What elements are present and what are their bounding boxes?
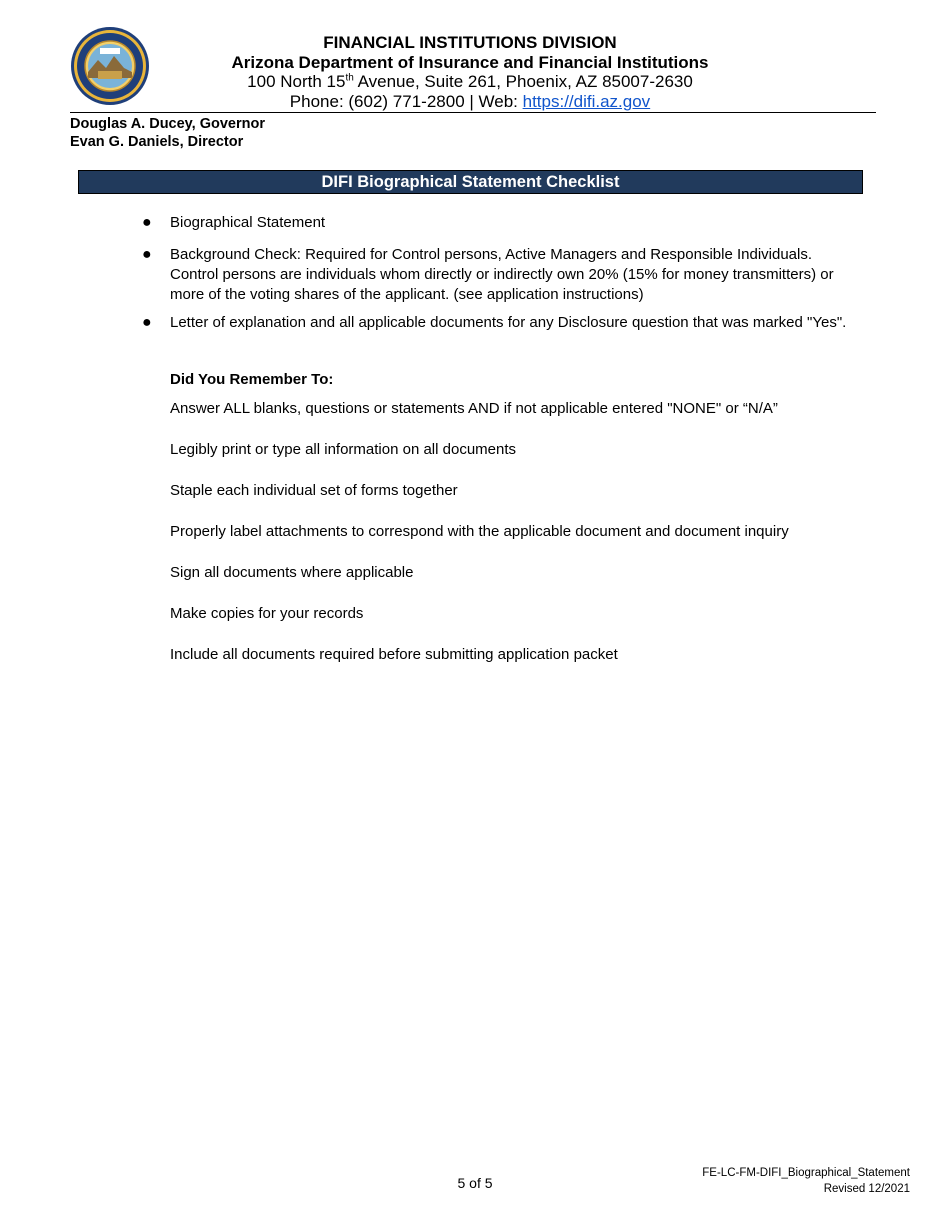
form-footer [702,1165,910,1197]
website-link[interactable]: https://difi.az.gov [522,91,651,111]
remember-item: Answer ALL blanks, questions or statements AND if not applicable entered "NONE" or “N/A” [170,400,778,417]
page-number: 5 of 5 [457,1175,493,1191]
remember-item: Legibly print or type all information on all documents [170,441,517,458]
remember-item: Make copies for your records [170,605,364,622]
form-id: FE-LC-FM-DIFI_Biographical_Statement [702,1167,910,1179]
checklist-bullets [140,213,860,340]
remember-item: Sign all documents where applicable [170,564,414,581]
bullet-item [140,311,860,334]
bullet-item [140,245,860,305]
remember-section [170,370,860,686]
header-divider [70,112,876,113]
contact-line [150,92,790,112]
revision-date: Revised 12/2021 [823,1183,910,1195]
bullet-item [140,213,860,233]
bullet-icon: ● [142,214,152,231]
remember-item: Include all documents required before submitting application packet [170,646,618,663]
division-name: FINANCIAL INSTITUTIONS DIVISION [323,33,617,52]
governor-name: Douglas A. Ducey, Governor [70,116,265,132]
letterhead [150,33,790,111]
officials [70,115,265,151]
remember-item: Staple each individual set of forms together [170,482,458,499]
bullet-text: Background Check: Required for Control persons, Active Managers and Responsible Individuals. Control persons are individuals whom directly or indirectly own 20% (15% for money transmitters) or more of the voting shares of the applicant. (see application instructions) [170,246,834,303]
address-sup: th [345,72,354,84]
state-seal-logo [70,26,150,106]
address-post: Avenue, Suite 261, Phoenix, AZ 85007-2630 [353,72,693,91]
bullet-text: Letter of explanation and all applicable documents for any Disclosure question that was marked "Yes". [170,314,847,331]
department-name: Arizona Department of Insurance and Financial Institutions [231,52,709,72]
director-name: Evan G. Daniels, Director [70,134,244,150]
remember-heading: Did You Remember To: [170,371,334,388]
bullet-text: Biographical Statement [170,214,326,231]
bullet-icon: ● [142,314,152,331]
address-pre: 100 North 15 [247,72,346,91]
checklist-title-banner: DIFI Biographical Statement Checklist [78,170,863,194]
remember-item: Properly label attachments to correspond with the applicable document and document inquiry [170,523,789,540]
phone: Phone: (602) 771-2800 | Web: [289,91,523,111]
address [150,72,790,92]
bullet-icon: ● [142,246,152,263]
